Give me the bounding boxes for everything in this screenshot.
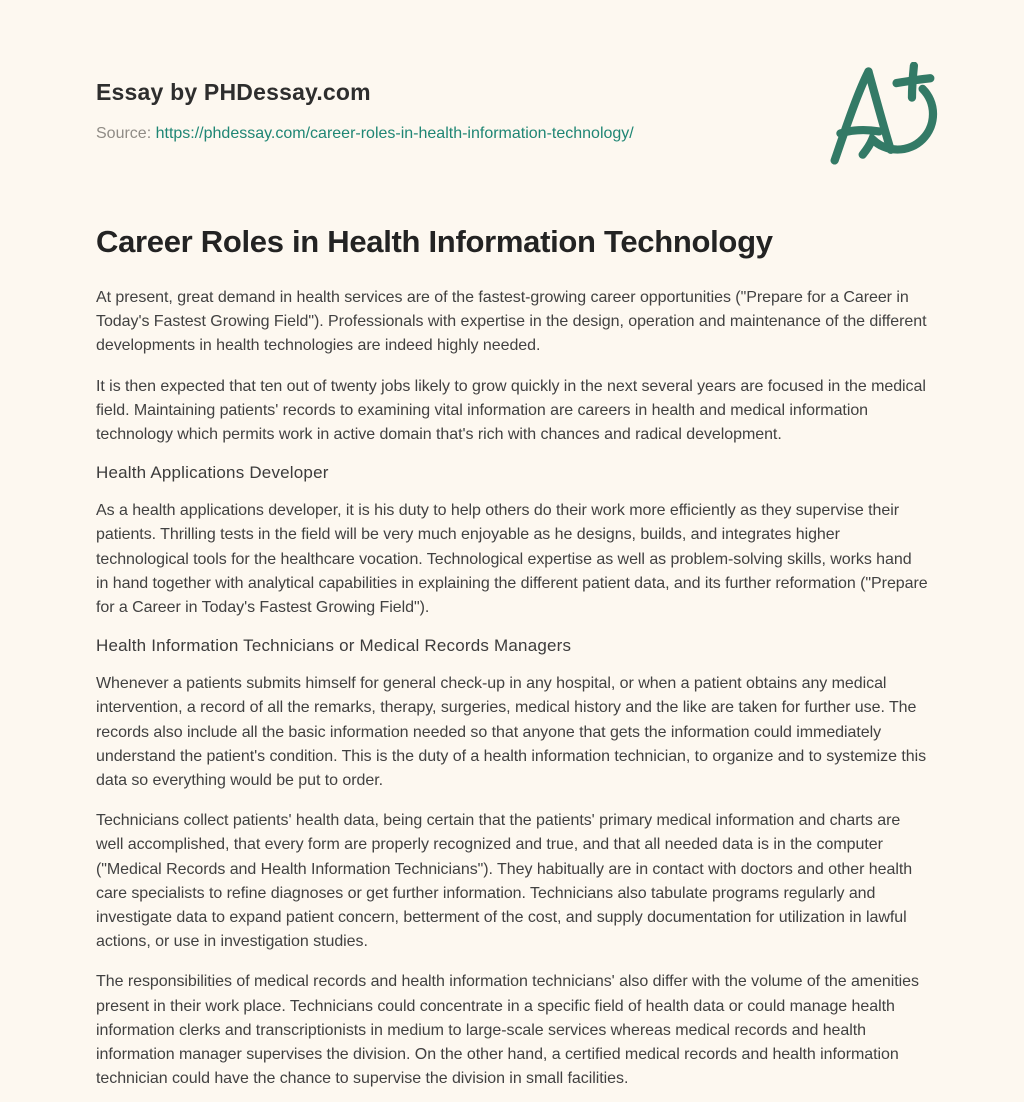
essay-body (96, 223, 928, 1092)
section-heading-health-applications-developer: Health Applications Developer (96, 463, 329, 483)
source-url-link[interactable]: https://phdessay.com/career-roles-in-health-information-technology/ (155, 124, 634, 142)
paragraph-technicians-1: Whenever a patients submits himself for general check-up in any hospital, or when a patient obtains any medical intervention, a record of all the remarks, therapy, surgeries, medical history and the like are taken for further use. The records also include all the basic information needed so that anyone that gets the information could immediately understand the patient's condition. This is the duty of a health information technician, to organize and to systemize this data so everything would be put to order. (96, 675, 927, 789)
paragraph-responsibilities: The responsibilities of medical records and health information technicians' also differ with the volume of the amenities present in their work place. Technicians could concentrate in a specific field of health data or could manage health information clerks and transcriptionists in medium to large-scale services whereas medical records and health information manager supervises the division. On the other hand, a certified medical records and health information technician could have the chance to supervise the division in small facilities. (96, 973, 919, 1088)
paragraph-technicians-2: Technicians collect patients' health data, being certain that the patients' primary medical information and charts are well accomplished, that every form are properly recognized and true, and that all needed data is in the computer ("Medical Records and Health Information Technicians"). They habitually are in contact with doctors and other health care specialists to refine diagnoses or get further information. Technicians also tabulate programs regularly and investigate data to expand patient concern, betterment of the cost, and supply documentation for utilization in lawful actions, or use in investigation studies. (96, 812, 913, 951)
paragraph-health-applications-developer: As a health applications developer, it is his duty to help others do their work more efficiently as they supervise their patients. Thrilling tests in the field will be very much enjoyable as he designs, builds, and integrates higher technological tools for the healthcare vocation. Technological expertise as well as problem-solving skills, works hand in hand together with analytical capabilities in explaining the different patient data, and its further reformation ("Prepare for a Career in Today's Fastest Growing Field"). (96, 502, 928, 616)
source-label: Source: (96, 124, 152, 142)
section-heading-health-information-technicians: Health Information Technicians or Medical Records Managers (96, 636, 572, 656)
a-plus-logo-icon (824, 62, 940, 168)
paragraph-intro-2: It is then expected that ten out of twenty jobs likely to grow quickly in the next several years are focused in the medical field. Maintaining patients' records to examining vital information are careers in health and medical information technology which permits work in active domain that's rich with chances and radical development. (96, 377, 926, 443)
essay-title: Career Roles in Health Information Technology (96, 223, 773, 259)
paragraph-intro-1: At present, great demand in health services are of the fastest-growing career opportunities ("Prepare for a Career in Today's Fastest Growing Field"). Professionals with expertise in the design, operation and maintenance of the different developments in health technologies are indeed highly needed. (96, 288, 927, 355)
essay-header (96, 78, 928, 145)
source-line (96, 123, 928, 145)
byline: Essay by PHDessay.com (96, 79, 371, 105)
